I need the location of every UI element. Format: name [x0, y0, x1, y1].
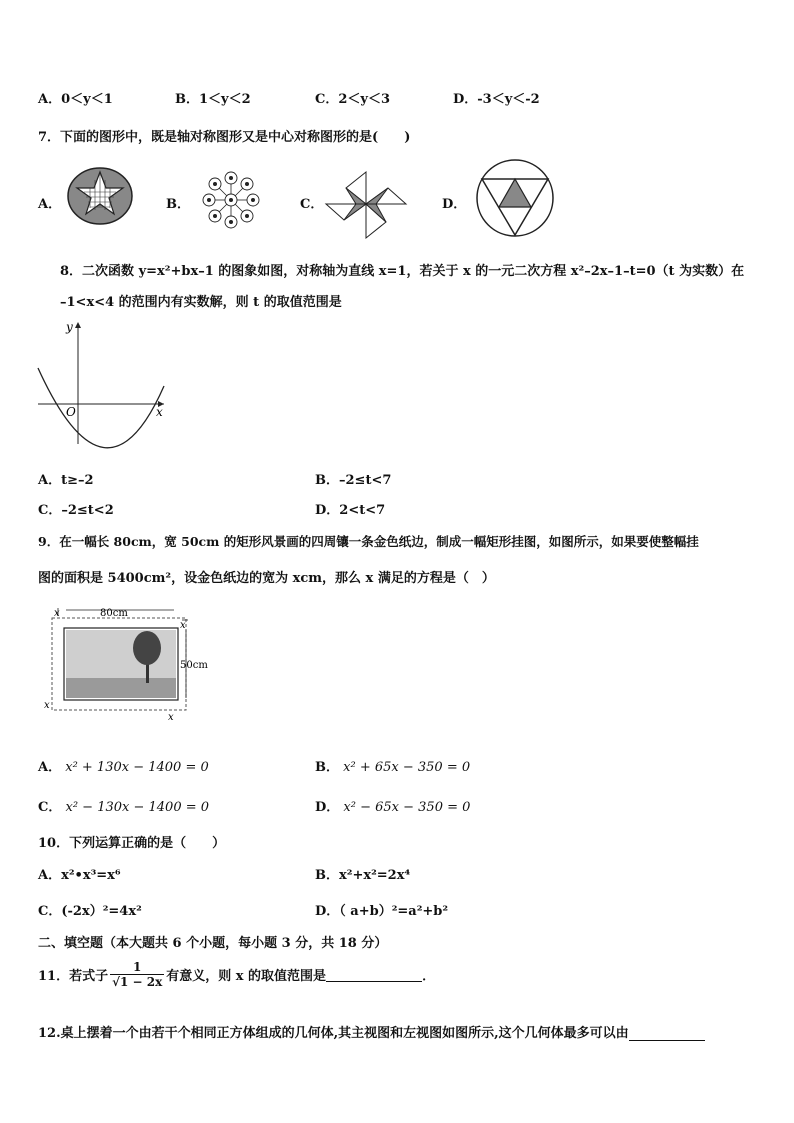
- graph-origin-label: O: [66, 405, 76, 419]
- q8-option-a: A．t≥–2: [38, 473, 94, 488]
- q11-suffix: 有意义，则 x 的取值范围是: [166, 969, 327, 984]
- pinwheel-figure: [322, 166, 410, 242]
- q9-option-d: D． x² − 65x − 350 = 0: [315, 800, 471, 815]
- q7-stem: 7．下面的图形中，既是轴对称图形又是中心对称图形的是( ): [38, 130, 411, 145]
- section-title: 二、填空题（本大题共 6 个小题，每小题 3 分，共 18 分）: [38, 936, 388, 951]
- q9-stem-line2: 图的面积是 5400cm²，设金色纸边的宽为 xcm，那么 x 满足的方程是（ ）: [38, 571, 495, 586]
- q11-fraction: [110, 960, 164, 989]
- q8-stem-line2: –1<x<4 的范围内有实数解，则 t 的取值范围是: [60, 295, 342, 310]
- q9-option-a: A． x² + 130x − 1400 = 0: [38, 760, 209, 775]
- q11-frac-den: √1 − 2x: [112, 975, 163, 989]
- q9-stem-line1: 9．在一幅长 80cm，宽 50cm 的矩形风景画的四周镶一条金色纸边，制成一幅矩形挂图，如图所示，如果要使整幅挂: [38, 534, 699, 549]
- q6-option-a: A．0＜y＜1: [38, 92, 113, 107]
- q12-stem-line: [38, 1022, 705, 1041]
- q11-frac-num: 1: [110, 960, 164, 975]
- figure-height-label: 50cm: [180, 660, 208, 671]
- q9-option-c: C． x² − 130x − 1400 = 0: [38, 800, 210, 815]
- q8-option-d: D．2<t<7: [315, 503, 386, 518]
- triangle-in-circle-figure: [474, 157, 556, 239]
- q10-option-d: D．（ a+b）²=a²+b²: [315, 904, 449, 919]
- figure-x-label-bottom: x: [168, 712, 174, 723]
- star-in-ellipse-figure: [66, 166, 134, 226]
- q11-answer-blank: [326, 967, 422, 982]
- q7-label-d: D．: [442, 197, 467, 212]
- figure-width-label: 80cm: [100, 608, 128, 619]
- q12-answer-blank: [629, 1026, 705, 1041]
- q8-option-b: B．–2≤t<7: [315, 473, 392, 488]
- q6-option-d: D．-3＜y＜-2: [453, 92, 540, 107]
- q11-stem: [38, 960, 435, 989]
- parabola-graph: [34, 318, 170, 450]
- q7-label-b: B．: [166, 197, 190, 212]
- flower-circles-figure: [196, 170, 266, 230]
- q10-option-a: A．x²•x³=x⁶: [38, 868, 121, 883]
- q12-stem: 12.桌上摆着一个由若干个相同正方体组成的几何体,其主视图和左视图如图所示,这个几何体最多可以由: [38, 1026, 629, 1041]
- graph-y-label: y: [66, 320, 73, 334]
- figure-x-label-right: x: [180, 620, 186, 631]
- q10-stem: 10．下列运算正确的是（ ）: [38, 836, 226, 851]
- graph-x-label: x: [156, 405, 163, 419]
- q9-option-b: B． x² + 65x − 350 = 0: [315, 760, 471, 775]
- q6-option-b: B．1＜y＜2: [175, 92, 251, 107]
- q8-option-c: C．–2≤t<2: [38, 503, 114, 518]
- q10-option-b: B．x²+x²=2x⁴: [315, 868, 411, 883]
- q7-label-c: C．: [300, 197, 324, 212]
- q11-prefix: 11．若式子: [38, 969, 109, 984]
- q7-label-a: A．: [38, 197, 62, 212]
- figure-x-label-top: x: [54, 608, 60, 619]
- q6-option-c: C．2＜y＜3: [315, 92, 391, 107]
- framed-painting-figure: [40, 606, 208, 723]
- figure-x-label-left: x: [44, 700, 50, 711]
- q10-option-c: C．(-2x）²=4x²: [38, 904, 142, 919]
- q11-end: ．: [422, 969, 436, 984]
- q8-stem-line1: 8．二次函数 y=x²+bx–1 的图象如图，对称轴为直线 x=1，若关于 x 的一元二次方程 x²–2x–1–t=0（t 为实数）在: [60, 264, 745, 279]
